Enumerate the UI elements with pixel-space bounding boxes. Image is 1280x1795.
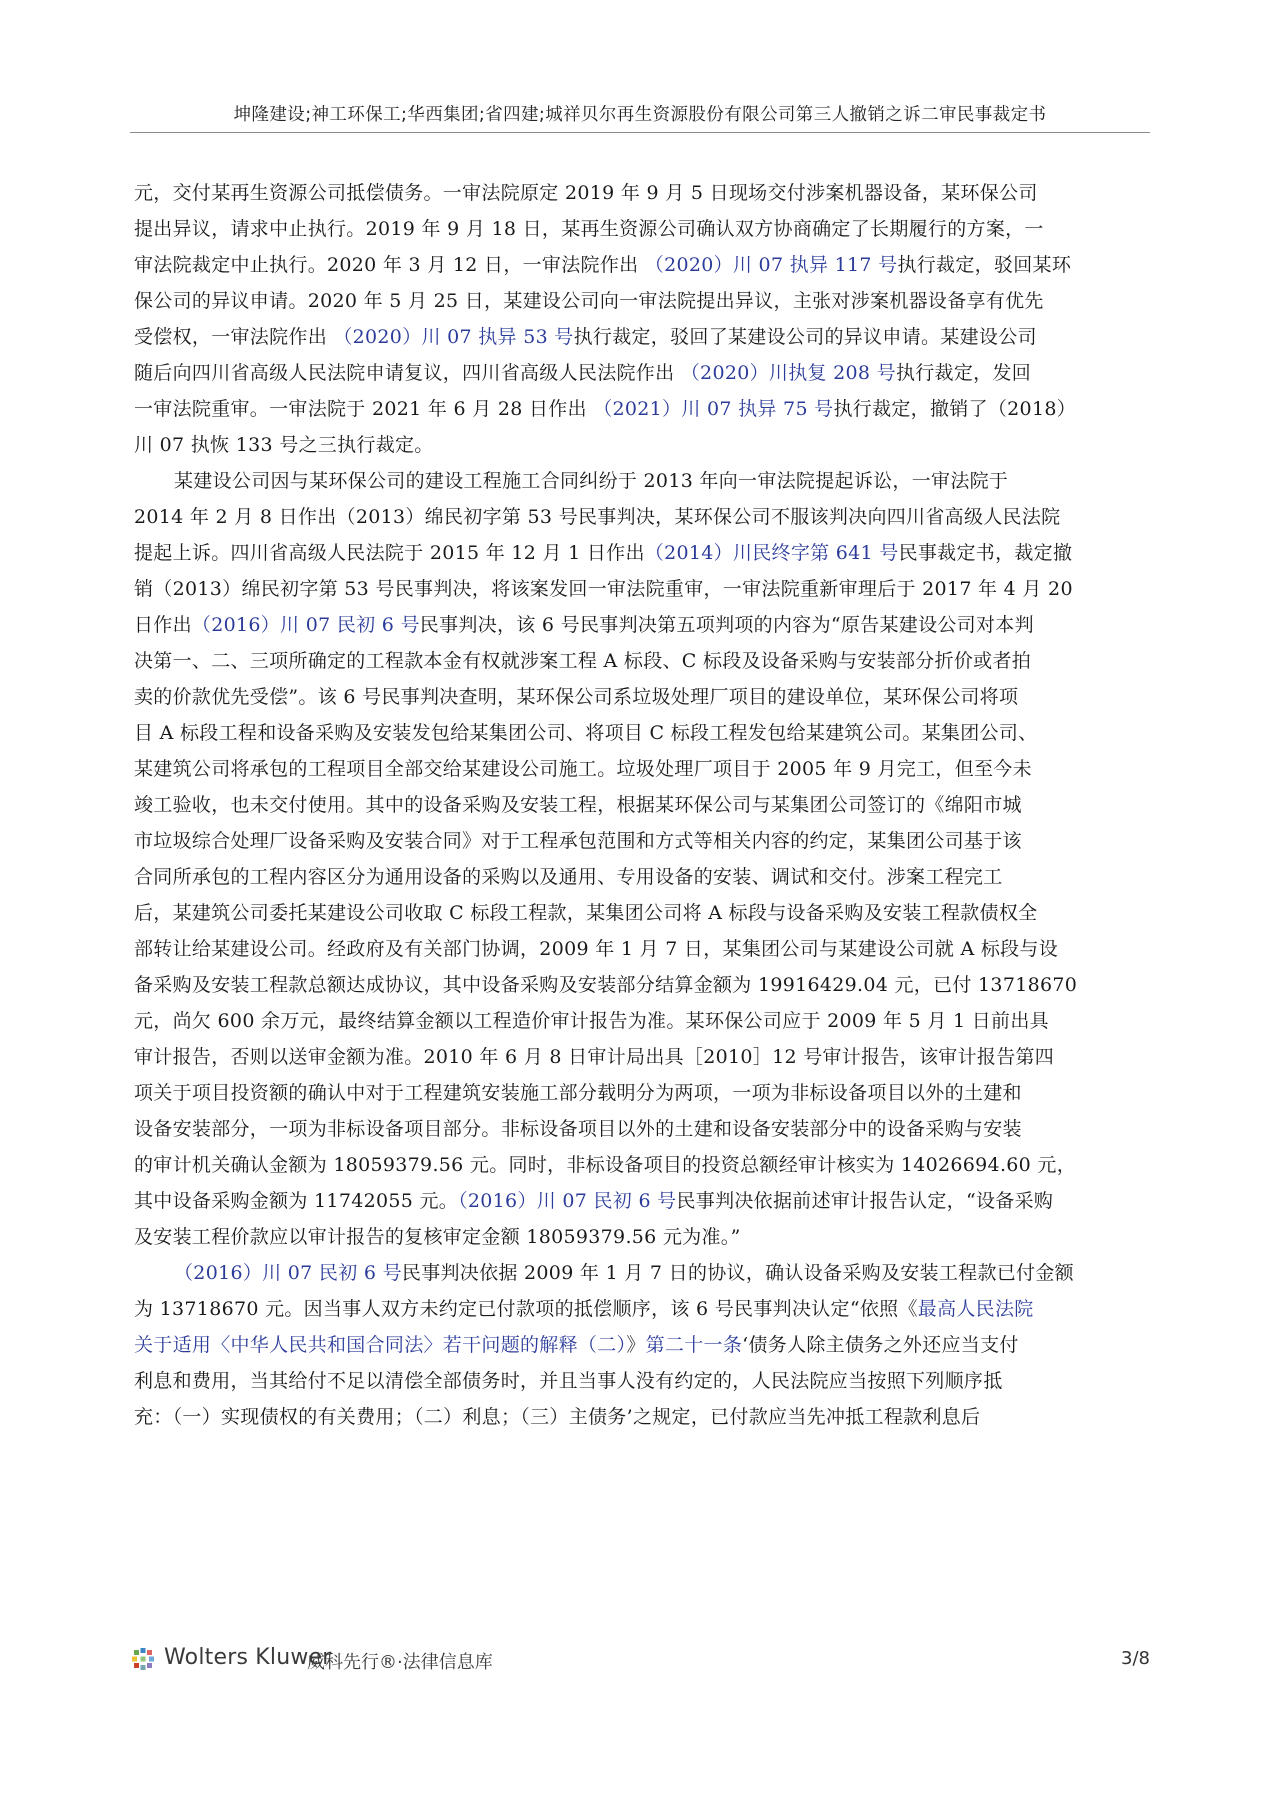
text-segment: 民事判决，该 6 号民事判决第五项判项的内容为“原告某建设公司对本判 bbox=[419, 614, 1034, 636]
text-segment: 民事判决依据前述审计报告认定，“设备采购 bbox=[676, 1190, 1054, 1212]
case-citation-link[interactable]: （2016）川 07 民初 6 号 bbox=[174, 1262, 402, 1284]
text-segment: 执行裁定，撤销了（2018） bbox=[833, 398, 1077, 420]
text-line: 某建筑公司将承包的工程项目全部交给某建设公司施工。垃圾处理厂项目于 2005 年 9 月完工，但至今未 bbox=[134, 758, 1032, 780]
text-line: 卖的价款优先受偿”。该 6 号民事判决查明，某环保公司系垃圾处理厂项目的建设单位，某环保公司将项 bbox=[134, 686, 1019, 708]
paragraph-3 bbox=[134, 1255, 1146, 1291]
text-segment: 一审法院重审。一审法院于 2021 年 6 月 28 日作出 bbox=[134, 398, 594, 420]
document-header-title: 坤隆建设;神工环保工;华西集团;省四建;城祥贝尔再生资源股份有限公司第三人撤销之诉二审民事裁定书 bbox=[233, 105, 1047, 125]
text-segment: 执行裁定，驳回某环 bbox=[897, 254, 1072, 276]
page-number: 3/8 bbox=[1121, 1648, 1150, 1669]
text-line: 设备安装部分，一项为非标设备项目部分。非标设备项目以外的土建和设备安装部分中的设备采购与安装 bbox=[134, 1118, 1022, 1140]
text-line: 充：（一）实现债权的有关费用；（二）利息；（三）主债务’之规定，已付款应当先冲抵工程款利息后 bbox=[134, 1406, 981, 1428]
text-line: 的审计机关确认金额为 18059379.56 元。同时，非标设备项目的投资总额经审计核实为 14026694.60 元， bbox=[134, 1154, 1077, 1176]
text-segment: 日作出 bbox=[134, 614, 192, 636]
text-line: 元，交付某再生资源公司抵偿债务。一审法院原定 2019 年 9 月 5 日现场交付涉案机器设备，某环保公司 bbox=[134, 182, 1038, 204]
brand-name-english: Wolters Kluwer bbox=[164, 1645, 332, 1670]
text-line bbox=[134, 355, 1146, 391]
case-citation-link[interactable]: （2020）川 07 执异 53 号 bbox=[333, 326, 574, 348]
article-citation-link[interactable]: 第二十一条 bbox=[645, 1334, 743, 1356]
text-line: 销（2013）绵民初字第 53 号民事判决，将该案发回一审法院重审，一审法院重新审理后于 2017 年 4 月 20 bbox=[134, 578, 1073, 600]
text-segment: 为 13718670 元。因当事人双方未约定已付款项的抵偿顺序，该 6 号民事判决认定“依照《 bbox=[134, 1298, 918, 1320]
text-line: 川 07 执恢 133 号之三执行裁定。 bbox=[134, 434, 434, 456]
text-line: 及安装工程价款应以审计报告的复核审定金额 18059379.56 元为准。” bbox=[134, 1226, 741, 1248]
text-segment: 民事判决依据 2009 年 1 月 7 日的协议，确认设备采购及安装工程款已付金额 bbox=[401, 1262, 1074, 1284]
document-body bbox=[134, 175, 1146, 1435]
header-divider bbox=[130, 132, 1150, 133]
text-line: 市垃圾综合处理厂设备采购及安装合同》对于工程承包范围和方式等相关内容的约定，某集团公司基于该 bbox=[134, 830, 1022, 852]
text-segment: ‘债务人除主债务之外还应当支付 bbox=[742, 1334, 1019, 1356]
case-citation-link[interactable]: （2020）川执复 208 号 bbox=[680, 362, 896, 384]
text-line bbox=[134, 247, 1146, 283]
text-segment: 受偿权，一审法院作出 bbox=[134, 326, 334, 348]
paragraph-1 bbox=[134, 175, 1146, 463]
text-segment: 执行裁定，驳回了某建设公司的异议申请。某建设公司 bbox=[573, 326, 1037, 348]
page-footer bbox=[130, 1643, 1150, 1677]
text-segment: 执行裁定，发回 bbox=[895, 362, 1032, 384]
text-line bbox=[134, 319, 1146, 355]
text-line bbox=[134, 607, 1146, 643]
wolters-kluwer-logo-icon bbox=[130, 1646, 156, 1672]
text-line: 2014 年 2 月 8 日作出（2013）绵民初字第 53 号民事判决，某环保公司不服该判决向四川省高级人民法院 bbox=[134, 506, 1061, 528]
case-citation-link[interactable]: （2016）川 07 民初 6 号 bbox=[191, 614, 420, 636]
law-citation-link[interactable]: 关于适用〈中华人民共和国合同法〉若干问题的解释（二） bbox=[134, 1334, 627, 1356]
text-line: 后，某建筑公司委托某建设公司收取 C 标段工程款，某集团公司将 A 标段与设备采购及安装工程款债权全 bbox=[134, 902, 1038, 924]
case-citation-link[interactable]: （2020）川 07 执异 117 号 bbox=[644, 254, 898, 276]
case-citation-link[interactable]: （2014）川民终字第 641 号 bbox=[644, 542, 899, 564]
text-segment: 提起上诉。四川省高级人民法院于 2015 年 12 月 1 日作出 bbox=[134, 542, 645, 564]
text-line: 元，尚欠 600 余万元，最终结算金额以工程造价审计报告为准。某环保公司应于 2009 年 5 月 1 日前出具 bbox=[134, 1010, 1049, 1032]
text-segment: 随后向四川省高级人民法院申请复议，四川省高级人民法院作出 bbox=[134, 362, 681, 384]
brand-name-chinese: 威科先行®·法律信息库 bbox=[307, 1652, 493, 1673]
paragraph-2-cont bbox=[134, 499, 1146, 1255]
text-line bbox=[134, 391, 1146, 427]
paragraph-2 bbox=[134, 463, 1146, 499]
text-line bbox=[134, 1255, 1146, 1291]
case-citation-link[interactable]: （2016）川 07 民初 6 号 bbox=[458, 1190, 677, 1212]
text-segment: 其中设备采购金额为 11742055 元。 bbox=[134, 1190, 459, 1212]
text-line: 备采购及安装工程款总额达成协议，其中设备采购及安装部分结算金额为 19916429.04 元，已付 13718670 bbox=[134, 974, 1078, 996]
text-line: 利息和费用，当其给付不足以清偿全部债务时，并且当事人没有约定的，人民法院应当按照下列顺序抵 bbox=[134, 1370, 1003, 1392]
law-citation-link[interactable]: 最高人民法院 bbox=[917, 1298, 1034, 1320]
text-line bbox=[134, 535, 1146, 571]
text-line: 项关于项目投资额的确认中对于工程建筑安装施工部分载明分为两项，一项为非标设备项目以外的土建和 bbox=[134, 1082, 1022, 1104]
text-line: 合同所承包的工程内容区分为通用设备的采购以及通用、专用设备的安装、调试和交付。涉案工程完工 bbox=[134, 866, 1003, 888]
text-line bbox=[134, 1291, 1146, 1327]
case-citation-link[interactable]: （2021）川 07 执异 75 号 bbox=[593, 398, 834, 420]
paragraph-3-cont bbox=[134, 1291, 1146, 1435]
text-line bbox=[134, 1327, 1146, 1363]
text-line bbox=[134, 1183, 1146, 1219]
text-line: 部转让给某建设公司。经政府及有关部门协调，2009 年 1 月 7 日，某集团公司与某建设公司就 A 标段与设 bbox=[134, 938, 1059, 960]
text-segment: 审法院裁定中止执行。2020 年 3 月 12 日，一审法院作出 bbox=[134, 254, 645, 276]
text-line: 目 A 标段工程和设备采购及安装发包给某集团公司、将项目 C 标段工程发包给某建筑公司。某集团公司、 bbox=[134, 722, 1038, 744]
text-line: 决第一、二、三项所确定的工程款本金有权就涉案工程 A 标段、C 标段及设备采购与安装部分折价或者拍 bbox=[134, 650, 1032, 672]
text-line: 竣工验收，也未交付使用。其中的设备采购及安装工程，根据某环保公司与某集团公司签订的《绵阳市城 bbox=[134, 794, 1022, 816]
text-segment: 》 bbox=[626, 1334, 646, 1356]
text-line: 保公司的异议申请。2020 年 5 月 25 日，某建设公司向一审法院提出异议，主张对涉案机器设备享有优先 bbox=[134, 290, 1044, 312]
text-line: 某建设公司因与某环保公司的建设工程施工合同纠纷于 2013 年向一审法院提起诉讼，一审法院于 bbox=[174, 470, 1009, 492]
text-segment: 民事裁定书，裁定撤 bbox=[898, 542, 1073, 564]
text-line: 审计报告，否则以送审金额为准。2010 年 6 月 8 日审计局出具［2010］12 号审计报告，该审计报告第四 bbox=[134, 1046, 1055, 1068]
text-line: 提出异议，请求中止执行。2019 年 9 月 18 日，某再生资源公司确认双方协商确定了长期履行的方案，一 bbox=[134, 218, 1044, 240]
